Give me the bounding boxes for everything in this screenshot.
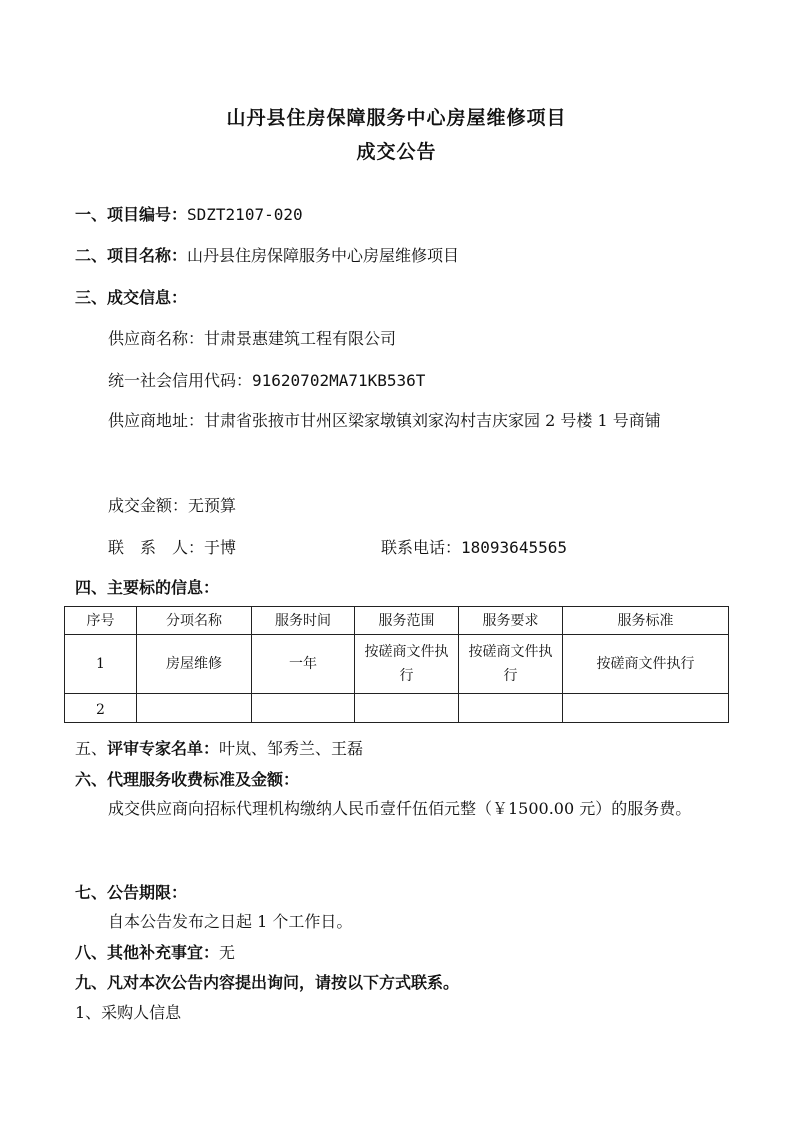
document-subtitle: 成交公告: [356, 141, 437, 163]
phone-label: 联系电话：: [381, 538, 462, 557]
table-cell: 1: [65, 635, 137, 694]
document-title: 山丹县住房保障服务中心房屋维修项目: [226, 107, 567, 129]
table-cell: [252, 694, 355, 723]
section-project-name: [75, 243, 459, 266]
table-cell: [563, 694, 729, 723]
contact-person: 联 系 人：于博: [108, 538, 237, 557]
header-cell: 服务时间: [252, 607, 355, 635]
table-row: [65, 694, 729, 723]
supplier-address: 供应商地址：甘肃省张掖市甘州区梁家墩镇刘家沟村吉庆家园 2 号楼 1 号商铺: [108, 411, 661, 430]
section-other-matters: [75, 940, 235, 963]
table-cell: 按磋商文件执行: [459, 635, 563, 694]
table-cell: 房屋维修: [137, 635, 252, 694]
credit-code: 91620702MA71KB536T: [252, 371, 426, 390]
table-header-row: [65, 607, 729, 635]
section-label: 五、: [75, 739, 108, 758]
section-inquiry-heading: 九、凡对本次公告内容提出询问，请按以下方式联系。: [75, 973, 460, 992]
items-table: [64, 606, 729, 723]
table-row: [65, 635, 729, 694]
section-notice-period-heading: 七、公告期限：: [75, 883, 188, 902]
header-cell: 服务标准: [563, 607, 729, 635]
deal-amount: 成交金额：无预算: [108, 496, 237, 515]
table-cell: [459, 694, 563, 723]
other-matters-value: 无: [219, 943, 236, 962]
header-cell: 分项名称: [137, 607, 252, 635]
section-project-number: [75, 202, 303, 225]
experts-label: 评审专家名单：: [107, 739, 220, 758]
table-cell: 按磋商文件执行: [355, 635, 459, 694]
project-name: 山丹县住房保障服务中心房屋维修项目: [187, 246, 460, 265]
header-cell: 序号: [65, 607, 137, 635]
contact-phone-line: [381, 535, 567, 558]
supplier-name: 供应商名称：甘肃景惠建筑工程有限公司: [108, 329, 397, 348]
table-cell: [137, 694, 252, 723]
project-number: SDZT2107-020: [187, 205, 303, 224]
phone-number: 18093645565: [461, 538, 567, 557]
section-experts: [75, 736, 363, 759]
table-cell: 2: [65, 694, 137, 723]
credit-code-label: 统一社会信用代码：: [108, 371, 253, 390]
header-cell: 服务范围: [355, 607, 459, 635]
table-cell: 按磋商文件执行: [563, 635, 729, 694]
table-cell: 一年: [252, 635, 355, 694]
credit-code-line: [108, 368, 425, 391]
section-label: 二、项目名称：: [75, 246, 188, 265]
section-label: 一、项目编号：: [75, 205, 188, 224]
experts-list: 叶岚、邹秀兰、王磊: [219, 739, 364, 758]
agency-fee-text: 成交供应商向招标代理机构缴纳人民币壹仟伍佰元整（￥1500.00 元）的服务费。: [108, 799, 692, 818]
section-label: 八、其他补充事宜：: [75, 943, 220, 962]
header-cell: 服务要求: [459, 607, 563, 635]
purchaser-info-heading: 1、采购人信息: [75, 1003, 182, 1022]
section-agency-fee-heading: 六、代理服务收费标准及金额：: [75, 770, 300, 789]
notice-period-text: 自本公告发布之日起 1 个工作日。: [108, 912, 353, 931]
section-deal-info-heading: 三、成交信息：: [75, 288, 188, 307]
section-main-items-heading: 四、主要标的信息：: [75, 578, 220, 597]
table-cell: [355, 694, 459, 723]
